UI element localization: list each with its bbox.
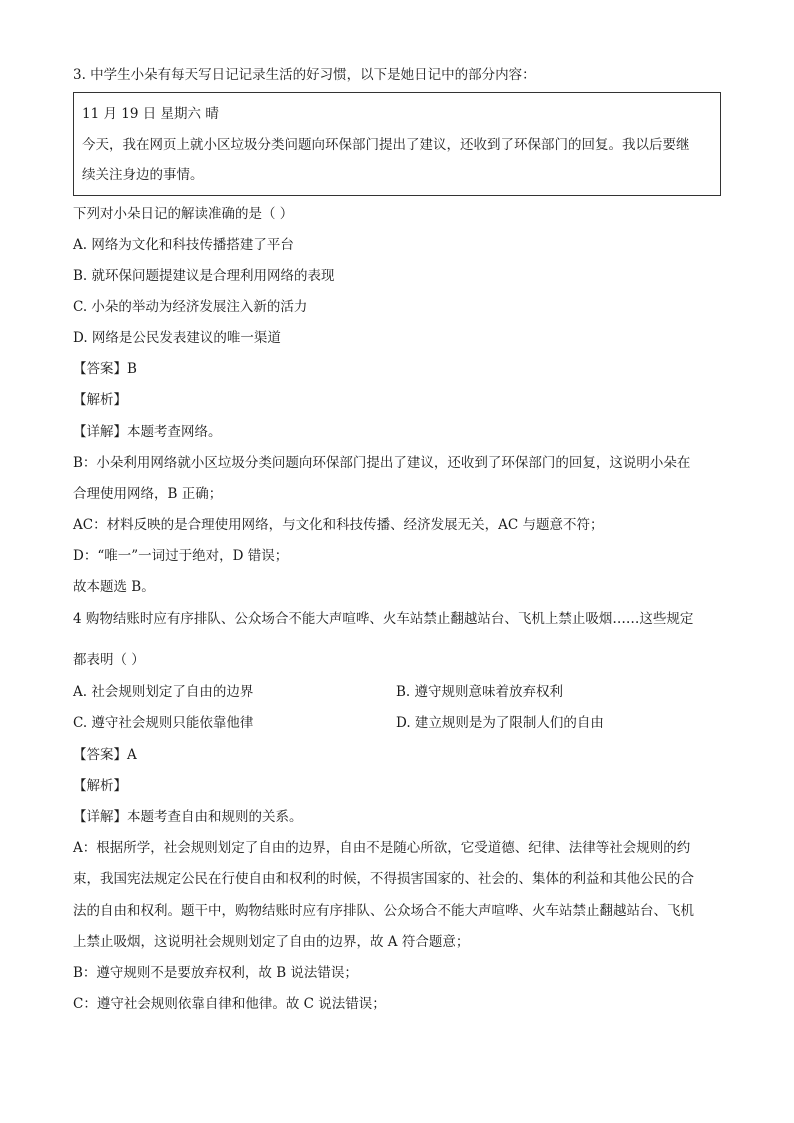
q4-explain-line-5: B：遵守规则不是要放弃权利，故 B 说法错误； — [73, 965, 358, 981]
q4-option-c: C. 遵守社会规则只能依靠他律 — [73, 715, 254, 731]
q4-explain-line-2: 束，我国宪法规定公民在行使自由和权利的时候，不得损害国家的、社会的、集体的利益和其他公民的合 — [73, 871, 694, 887]
q3-option-a: A. 网络为文化和科技传播搭建了平台 — [73, 237, 294, 253]
q4-analysis-label: 【解析】 — [73, 778, 127, 794]
diary-body-line-1: 今天，我在网页上就小区垃圾分类问题向环保部门提出了建议，还收到了环保部门的回复。我以后要继 — [82, 137, 690, 153]
diary-box — [73, 92, 721, 196]
q3-explain-line-3: AC：材料反映的是合理使用网络，与文化和科技传播、经济发展无关，AC 与题意不符； — [73, 517, 604, 533]
diary-body-line-2: 续关注身边的事情。 — [82, 167, 204, 183]
q3-answer: 【答案】B — [73, 361, 137, 377]
q3-explain-line-4: D：“唯一”一词过于绝对，D 错误； — [73, 548, 289, 564]
q4-explain-line-6: C：遵守社会规则依靠自律和他律。故 C 说法错误； — [73, 996, 386, 1012]
q3-analysis-label: 【解析】 — [73, 392, 127, 408]
q4-explain-line-1: A：根据所学，社会规则划定了自由的边界，自由不是随心所欲，它受道德、纪律、法律等社会规则的约 — [73, 840, 691, 856]
q4-option-d: D. 建立规则是为了限制人们的自由 — [396, 715, 604, 731]
q3-question: 下列对小朵日记的解读准确的是（ ） — [73, 206, 294, 222]
q3-option-b: B. 就环保问题提建议是合理利用网络的表现 — [73, 268, 335, 284]
q3-detail: 【详解】本题考查网络。 — [73, 424, 222, 440]
q4-option-b: B. 遵守规则意味着放弃权利 — [396, 684, 564, 700]
q4-explain-line-4: 上禁止吸烟，这说明社会规则划定了自由的边界，故 A 符合题意； — [73, 934, 470, 950]
diary-date-line: 11 月 19 日 星期六 晴 — [82, 106, 219, 122]
q4-explain-line-3: 法的自由和权利。题干中，购物结账时应有序排队、公众场合不能大声喧哗、火车站禁止翻越站台、飞机 — [73, 903, 694, 919]
q4-answer: 【答案】A — [73, 747, 137, 763]
q3-option-d: D. 网络是公民发表建议的唯一渠道 — [73, 330, 281, 346]
q4-detail: 【详解】本题考查自由和规则的关系。 — [73, 809, 303, 825]
q3-explain-line-1: B：小朵利用网络就小区垃圾分类问题向环保部门提出了建议，还收到了环保部门的回复，这说明小朵在 — [73, 455, 691, 471]
q3-stem: 3. 中学生小朵有每天写日记记录生活的好习惯，以下是她日记中的部分内容： — [73, 67, 536, 83]
q4-stem-line-2: 都表明（ ） — [73, 652, 145, 668]
q4-stem-line-1: 4 购物结账时应有序排队、公众场合不能大声喧哗、火车站禁止翻越站台、飞机上禁止吸烟……这些规定 — [73, 611, 694, 627]
q3-option-c: C. 小朵的举动为经济发展注入新的活力 — [73, 299, 308, 315]
q3-explain-line-5: 故本题选 B。 — [73, 579, 155, 595]
q4-option-a: A. 社会规则划定了自由的边界 — [73, 684, 254, 700]
q3-explain-line-2: 合理使用网络，B 正确； — [73, 486, 223, 502]
